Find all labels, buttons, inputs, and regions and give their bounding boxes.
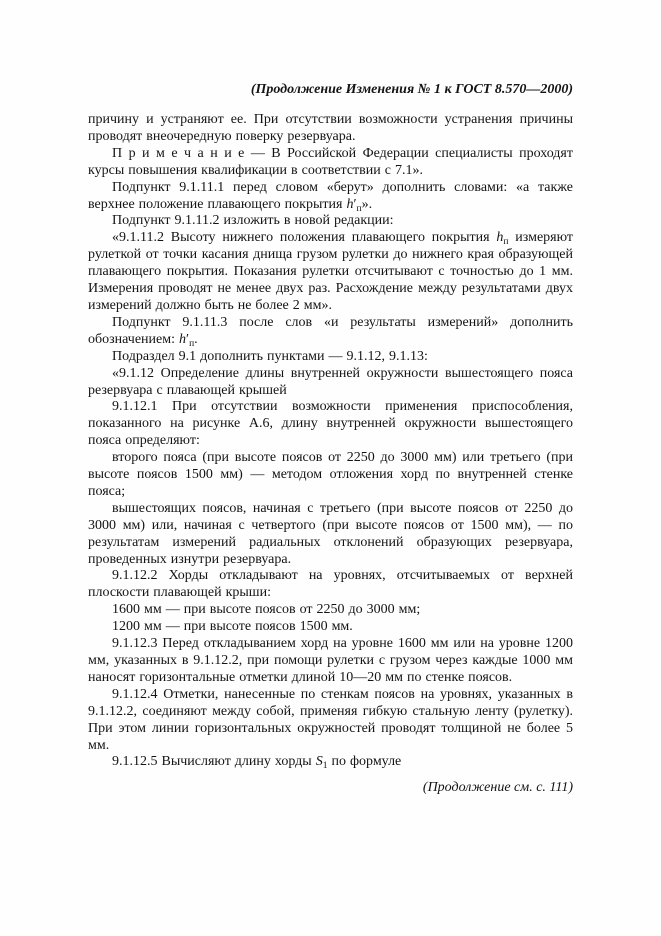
paragraph	[88, 602, 573, 619]
text-run: второго пояса (при высоте поясов от 2250 до 3000 мм) или третьего (при высоте поясов 1500 мм) — методом отложения хорд по внутренней стенке пояса;	[88, 450, 573, 499]
page-footer: (Продолжение см. с. 111)	[422, 780, 573, 796]
text-run: п	[189, 338, 195, 349]
text-run: Подпункт 9.1.11.3 после слов «и результаты измерений» дополнить обозначением:	[88, 314, 573, 347]
text-run: ».	[361, 196, 373, 212]
paragraph	[88, 754, 573, 771]
text-run: 9.1.12.3 Перед откладыванием хорд на уровне 1600 мм или на уровне 1200 мм, указанных в 9.1.12.2, при помощи рулетки с грузом через каждые 1000 мм наносят горизонтальные отметки длиной 10—20 мм по стенке поясов.	[88, 636, 573, 685]
text-run: h	[496, 230, 504, 246]
paragraph	[88, 636, 573, 687]
paragraph	[88, 112, 573, 146]
text-run: h	[346, 196, 354, 212]
page-header: (Продолжение Изменения № 1 к ГОСТ 8.570—2000)	[250, 82, 573, 97]
text-run: Подпункт 9.1.11.1 перед словом «берут» дополнить словами: «а также верхнее положение плавающего покрытия	[88, 179, 573, 212]
text-run: 9.1.12.2 Хорды откладывают на уровнях, отсчитываемых от верхней плоскости плавающей крыши:	[88, 568, 573, 601]
text-run: 9.1.12.4 Отметки, нанесенные по стенкам поясов на уровнях, указанных в 9.1.12.2, соединяют между собой, применяя гибкую стальную ленту (рулетку). При этом линии горизонтальных окружностей проводят толщиной не более 5 мм.	[88, 686, 573, 753]
document-body	[88, 112, 573, 771]
paragraph	[88, 146, 573, 180]
text-run: .	[194, 331, 198, 347]
text-run: п	[503, 237, 509, 248]
text-run: 9.1.12.1 При отсутствии возможности применения приспособления, показанного на рисунке А.6, длину внутренней окружности вышестоящего пояса определяют:	[88, 399, 573, 449]
text-run: 1200 мм — при высоте поясов 1500 мм.	[112, 619, 353, 635]
text-run: ′	[353, 196, 357, 212]
text-run: П р и м е ч а н и е — В Российской Федерации специалисты проходят курсы повышения квалификации в соответствии с 7.1».	[88, 145, 573, 178]
text-run: измеряют рулеткой от точки касания днища грузом рулетки до нижнего края образующей плавающего покрытия. Показания рулетки отсчитывают с точностью до 1 мм. Измерения проводят не менее двух раз. Расхождение между результатами двух измерений должно быть не более 2 мм».	[88, 230, 573, 313]
paragraph	[88, 230, 573, 315]
text-run: по формуле	[327, 754, 402, 770]
text-run: S	[315, 754, 323, 770]
text-run: 9.1.12.5 Вычисляют длину хорды	[112, 754, 316, 770]
text-run: ′	[186, 331, 190, 347]
paragraph	[88, 213, 573, 230]
text-run: 1	[322, 761, 328, 772]
text-run: п	[356, 203, 362, 214]
text-run: причину и устраняют ее. При отсутствии возможности устранения причины проводят внеочередную поверку резервуара.	[88, 112, 573, 144]
text-run: вышестоящих поясов, начиная с третьего (при высоте поясов от 2250 до 3000 мм) или, начиная с четвертого (при высоте поясов от 1500 мм), — по результатам измерений радиальных отклонений образующих резервуара, проведенных изнутри резервуара.	[88, 500, 573, 567]
paragraph	[88, 687, 573, 755]
text-run: 1600 мм — при высоте поясов от 2250 до 3000 мм;	[112, 602, 421, 618]
paragraph	[88, 349, 573, 366]
text-run: «9.1.12 Определение длины внутренней окружности вышестоящего пояса резервуара с плавающей крышей	[88, 365, 573, 398]
paragraph	[88, 399, 573, 450]
paragraph	[88, 568, 573, 602]
paragraph	[88, 180, 573, 214]
paragraph	[88, 450, 573, 501]
paragraph	[88, 619, 573, 636]
text-run: «9.1.11.2 Высоту нижнего положения плавающего покрытия	[112, 230, 497, 246]
paragraph	[88, 315, 573, 349]
text-run: Подраздел 9.1 дополнить пунктами — 9.1.12, 9.1.13:	[112, 348, 428, 364]
paragraph	[88, 366, 573, 400]
paragraph	[88, 501, 573, 569]
text-run: h	[179, 331, 187, 347]
text-run: Подпункт 9.1.11.2 изложить в новой редакции:	[112, 213, 394, 229]
